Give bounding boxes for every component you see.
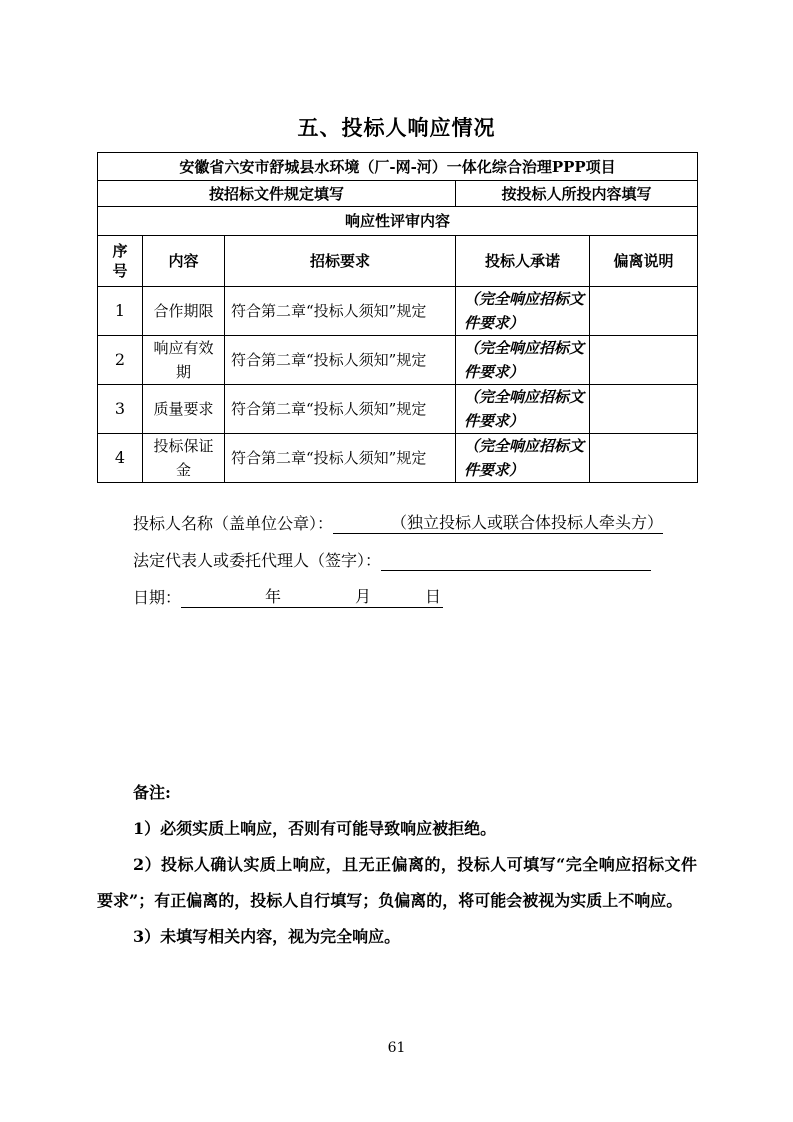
project-title: 安徽省六安市舒城县水环境（厂-网-河）一体化综合治理PPP项目 <box>98 153 698 181</box>
response-table <box>97 152 698 483</box>
column-header-promise: 投标人承诺 <box>456 236 590 287</box>
page-number: 61 <box>387 1040 406 1056</box>
row-requirement: 符合第二章“投标人须知”规定 <box>225 434 456 483</box>
bidder-name-label: 投标人名称（盖单位公章）： <box>133 514 334 533</box>
date-label: 日期： <box>133 588 182 607</box>
column-header-no: 序号 <box>98 236 143 287</box>
table-row <box>98 287 698 336</box>
row-requirement: 符合第二章“投标人须知”规定 <box>225 385 456 434</box>
row-deviation-cell[interactable] <box>590 287 698 336</box>
section-title: 响应性评审内容 <box>98 207 698 236</box>
representative-label: 法定代表人或委托代理人（签字）： <box>133 551 382 570</box>
row-content: 响应有效期 <box>143 336 225 385</box>
row-promise: （完全响应招标文件要求） <box>456 336 590 385</box>
notes-heading: 备注: <box>133 783 171 802</box>
row-requirement: 符合第二章“投标人须知”规定 <box>225 336 456 385</box>
fill-by-tender-label: 按招标文件规定填写 <box>98 181 456 207</box>
bidder-name-field[interactable] <box>333 510 663 534</box>
row-number: 3 <box>98 385 143 434</box>
row-content: 合作期限 <box>143 287 225 336</box>
row-promise: （完全响应招标文件要求） <box>456 287 590 336</box>
row-deviation-cell[interactable] <box>590 434 698 483</box>
column-header-content: 内容 <box>143 236 225 287</box>
table-row <box>98 385 698 434</box>
date-year-label: 年 <box>265 587 282 606</box>
note-item: 3）未填写相关内容，视为完全响应。 <box>133 927 401 946</box>
page-title: 五、投标人响应情况 <box>297 115 496 140</box>
note-item: 2）投标人确认实质上响应，且无正偏离的，投标人可填写“完全响应招标文件要求”；有正偏离的，投标人自行填写；负偏离的，将可能会被视为实质上不响应。 <box>97 855 697 910</box>
row-number: 2 <box>98 336 143 385</box>
date-day-label: 日 <box>425 587 442 606</box>
row-deviation-cell[interactable] <box>590 385 698 434</box>
fill-by-bidder-label: 按投标人所投内容填写 <box>456 181 698 207</box>
date-month-label: 月 <box>355 587 372 606</box>
row-number: 1 <box>98 287 143 336</box>
column-header-deviation: 偏离说明 <box>590 236 698 287</box>
row-content: 质量要求 <box>143 385 225 434</box>
row-number: 4 <box>98 434 143 483</box>
representative-signature-field[interactable] <box>381 550 651 571</box>
row-deviation-cell[interactable] <box>590 336 698 385</box>
table-row <box>98 336 698 385</box>
row-promise: （完全响应招标文件要求） <box>456 434 590 483</box>
row-requirement: 符合第二章“投标人须知”规定 <box>225 287 456 336</box>
bidder-name-line <box>133 510 663 534</box>
bidder-name-value: （独立投标人或联合体投标人牵头方） <box>391 513 664 532</box>
row-content: 投标保证金 <box>143 434 225 483</box>
row-promise: （完全响应招标文件要求） <box>456 385 590 434</box>
date-field[interactable] <box>181 584 443 608</box>
date-line <box>133 584 443 608</box>
notes-section <box>97 775 697 955</box>
representative-line <box>133 548 651 571</box>
column-header-requirement: 招标要求 <box>225 236 456 287</box>
note-item: 1）必须实质上响应，否则有可能导致响应被拒绝。 <box>133 819 497 838</box>
table-row <box>98 434 698 483</box>
